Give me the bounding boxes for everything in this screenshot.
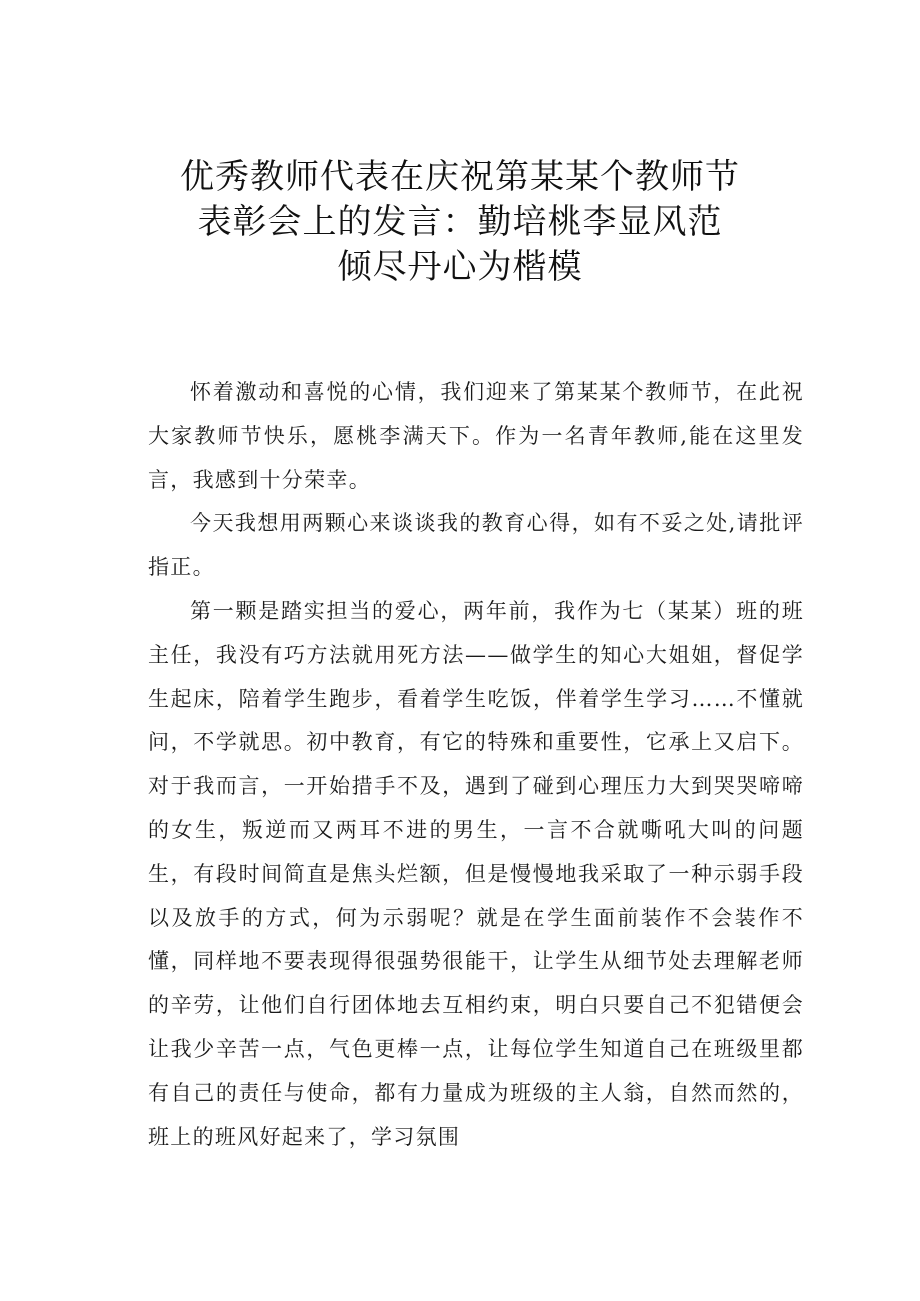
paragraph-1: 怀着激动和喜悦的心情，我们迎来了第某某个教师节，在此祝大家教师节快乐，愿桃李满天下。作为一名青年教师,能在这里发言，我感到十分荣幸。: [148, 380, 804, 492]
paragraph-3: 第一颗是踏实担当的爱心，两年前，我作为七（某某）班的班主任，我没有巧方法就用死方法——做学生的知心大姐姐，督促学生起床，陪着学生跑步，看着学生吃饭，伴着学生学习……不懂就问，不学就思。初中教育，有它的特殊和重要性，它承上又启下。对于我而言，一开始措手不及，遇到了碰到心理压力大到哭哭啼啼的女生，叛逆而又两耳不进的男生，一言不合就嘶吼大叫的问题生，有段时间简直是焦头烂额，但是慢慢地我采取了一种示弱手段以及放手的方式，何为示弱呢？就是在学生面前装作不会装作不懂，同样地不要表现得很强势很能干，让学生从细节处去理解老师的辛劳，让他们自行团体地去互相约束，明白只要自己不犯错便会让我少辛苦一点，气色更棒一点，让每位学生知道自己在班级里都有自己的责任与使命，都有力量成为班级的主人翁，自然而然的，班上的班风好起来了，学习氛围: [148, 598, 804, 1149]
document-body: [148, 371, 804, 1159]
title-line-2: 表彰会上的发言：勤培桃李显风范: [197, 202, 723, 242]
title-line-3: 倾尽丹心为楷模: [337, 247, 583, 287]
document-title: [150, 155, 770, 290]
title-line-1: 优秀教师代表在庆祝第某某个教师节: [180, 157, 740, 197]
paragraph-2: 今天我想用两颗心来谈谈我的教育心得，如有不妥之处,请批评指正。: [148, 511, 804, 580]
